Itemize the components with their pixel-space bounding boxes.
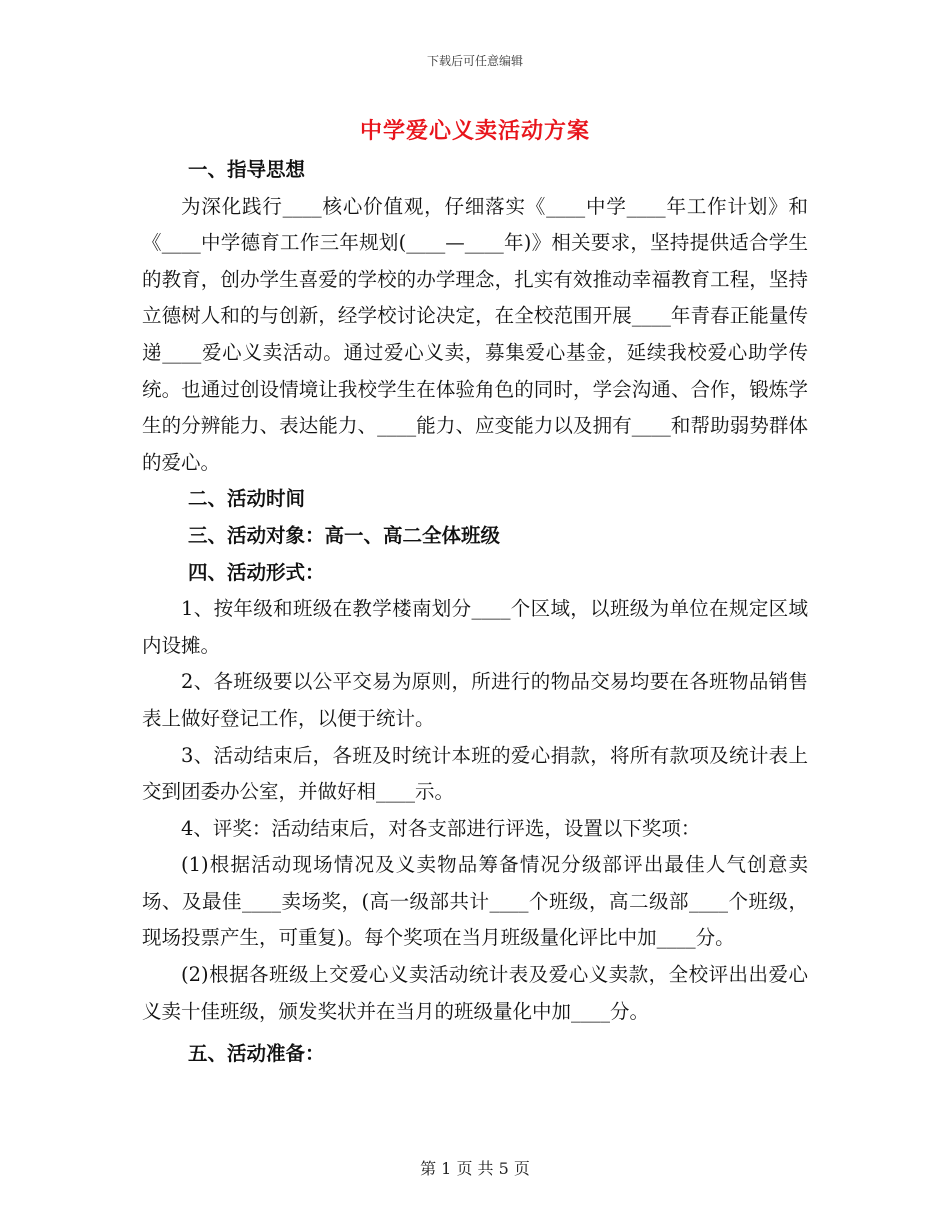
section-heading-3: 三、活动对象：高一、高二全体班级	[188, 523, 501, 547]
document-body	[142, 152, 808, 1073]
list-item-form-1: 1、按年级和班级在教学楼南划分____个区域，以班级为单位在规定区域内设摊。	[142, 597, 808, 657]
document-title: 中学爱心义卖活动方案	[359, 118, 590, 144]
sub-item-award-2: (2)根据各班级上交爱心义卖活动统计表及爱心义卖款，全校评出出爱心义卖十佳班级，颁发奖状并在当月的班级量化中加____分。	[142, 963, 808, 1023]
section-heading-4: 四、活动形式：	[188, 560, 325, 584]
list-item-form-4: 4、评奖：活动结束后，对各支部进行评选，设置以下奖项：	[181, 816, 701, 840]
section-heading-1: 一、指导思想	[188, 158, 306, 181]
page-footer: 第 1 页 共 5 页	[420, 1159, 530, 1178]
section-heading-5: 五、活动准备：	[188, 1042, 325, 1066]
header-note: 下载后可任意编辑	[426, 54, 523, 68]
paragraph-guiding-ideology: 为深化践行____核心价值观，仔细落实《____中学____年工作计划》和《____中学德育工作三年规划(____—____年)》相关要求，坚持提供适合学生的教育，创办学生喜爱的学校的办学理念，扎实有效推动幸福教育工程，坚持立德树人和的与创新，经学校讨论决定，在全校范围开展____年青春正能量传递____爱心义卖活动。通过爱心义卖，募集爱心基金，延续我校爱心助学传统。也通过创设情境让我校学生在体验角色的同时，学会沟通、合作，锻炼学生的分辨能力、表达能力、____能力、应变能力以及拥有____和帮助弱势群体的爱心。	[142, 194, 808, 474]
section-heading-2: 二、活动时间	[188, 487, 306, 511]
sub-item-award-1: (1)根据活动现场情况及义卖物品筹备情况分级部评出最佳人气创意卖场、及最佳____卖场奖，(高一级部共计____个班级，高二级部____个班级，现场投票产生，可重复)。每个奖项在当月班级量化评比中加____分。	[142, 853, 808, 950]
list-item-form-3: 3、活动结束后，各班及时统计本班的爱心捐款，将所有款项及统计表上交到团委办公室，并做好相____示。	[142, 743, 808, 804]
list-item-form-2: 2、各班级要以公平交易为原则，所进行的物品交易均要在各班物品销售表上做好登记工作，以便于统计。	[142, 670, 808, 730]
